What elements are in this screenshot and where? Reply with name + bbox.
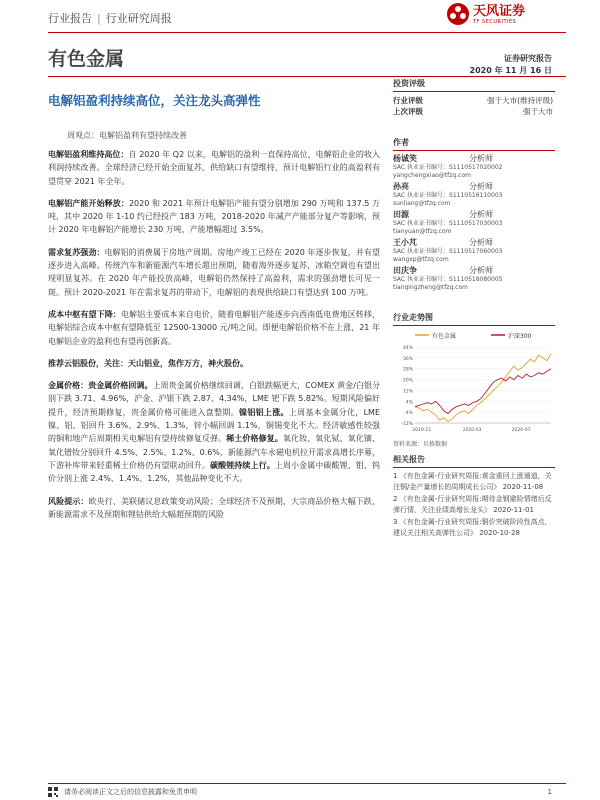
paragraph-2 (48, 197, 380, 237)
brand-name-cn: 天风证券 (473, 3, 526, 19)
paragraph-lead: 电解铝产能开始释放： (48, 198, 129, 208)
paragraph-lead: 金属价格：贵金属价格回调。 (48, 381, 153, 391)
section-rule (393, 91, 555, 92)
related-text: 《有色金属-行业研究周报:黄金重回上涨通道，关注铜/金产量增长的周期成长公司》 2020-11-08 (393, 472, 552, 491)
author-entry (393, 210, 555, 236)
authors-title: 作者 (393, 138, 409, 147)
rating-value: 强于大市 (523, 107, 553, 116)
paragraph-text: 2020 和 2021 年预计电解铝产能有望分别增加 290 万吨和 137.5 万吨，其中 2020 年 1-10 约已经投产 183 万吨，2018-2020 年减产产能部分复产等影响，预计 2020 年电解铝产能增长 230 万吨，产能增幅超过 3.5%。 (48, 198, 380, 235)
rating-label: 行业评级 (393, 96, 423, 105)
paragraph-text: 上周小金属中碳酸锂、钼、钨价分别上涨 2.4%、1.4%、1.2%，其他品种变化不大。 (48, 460, 381, 484)
author-name: 孙亮 (393, 182, 409, 191)
page-number: 1 (547, 788, 552, 796)
paragraph-5 (48, 357, 380, 370)
chart-legend (415, 332, 532, 340)
author-sac: SAC 执业证书编号：S1110517060003 (393, 248, 503, 255)
author-entry (393, 238, 555, 264)
report-date: 2020 年 11 月 16 日 (469, 66, 552, 75)
rating-label: 上次评级 (393, 107, 423, 116)
headline: 电解铝盈利持续高位，关注龙头高弹性 (48, 93, 261, 108)
paragraph-text: 自 2020 年 Q2 以来，电解铝的盈利一直保持高位，电解铝企业的收入利润持续改善。全球经济已经开始全面复苏，供给缺口有望维持，预计电解铝行业的高盈利有望贯穿 2021 年全年。 (48, 150, 381, 186)
subcategory-label: 行业研究周报 (105, 12, 172, 25)
paragraph-6 (48, 379, 380, 485)
author-sac: SAC 执业证书编号：S1110517030003 (393, 220, 503, 227)
disclaimer: 请务必阅读正文之后的信息披露和免责申明 (64, 788, 197, 796)
author-role: 分析师 (469, 238, 493, 247)
author-name: 杨诚笑 (393, 154, 417, 163)
series-line-csi300 (415, 369, 551, 414)
brand-logo-icon (446, 2, 470, 26)
x-tick-label: 2020-03 (462, 428, 482, 433)
related-report-item[interactable] (393, 517, 555, 538)
paragraph-lead: 需求复苏强劲： (48, 247, 105, 257)
paragraph-text: 电解铝的消费属于房地产周期。房地产竣工已经在 2020 年逐步恢复，并有望逐步进入高峰。传统汽车和新能源汽车增长超出预期，随着海外逐步复苏，冰箱空调也有望出现明显复苏。在 2020 年产能投放高峰，电解铝仍然保持了高盈利，需求的强劲增长可见一斑。预计 2020-2021 年在需求复苏的带动下，电解铝的表现供给缺口有望达到 100 万吨。 (48, 247, 381, 297)
author-role: 分析师 (469, 182, 493, 191)
related-text: 《有色金属-行业研究周报:期待金钢避险情绪后反弹行情，关注业绩高增长龙头》 2020-11-01 (393, 495, 552, 514)
author-name: 田庆争 (393, 266, 417, 275)
related-no: 2 (393, 495, 398, 503)
series-line-nonferrous (415, 354, 551, 422)
rating-title: 投资评级 (393, 79, 425, 88)
related-title: 相关报告 (393, 455, 425, 464)
author-email[interactable]: tianqingzheng@tfzq.com (393, 284, 468, 291)
main-body (48, 148, 380, 530)
author-entry (393, 154, 555, 180)
paragraph-1 (48, 148, 380, 188)
section-rule (393, 150, 555, 151)
related-no: 3 (393, 518, 398, 526)
category-label: 行业报告 (48, 12, 92, 25)
brand-name-en: TF SECURITIES (473, 18, 517, 25)
paragraph-lead: 风险提示： (48, 496, 89, 506)
author-sac: SAC 执业证书编号：S1110518080005 (393, 276, 503, 283)
trend-title: 行业走势图 (393, 313, 433, 322)
section-rule (393, 325, 555, 326)
y-tick-label: 4% (405, 400, 413, 406)
title-rule (48, 76, 566, 77)
y-tick-label: 44% (402, 346, 413, 351)
author-email[interactable]: sunliang@tfzq.com (393, 200, 451, 207)
footer (48, 787, 552, 797)
paragraph-lead: 成本中枢有望下降： (48, 309, 121, 319)
y-tick-label: 36% (402, 356, 413, 362)
author-entry (393, 182, 555, 208)
author-entry (393, 266, 555, 292)
related-reports (393, 471, 555, 538)
y-tick-label: 28% (402, 367, 413, 373)
footer-rule (48, 783, 566, 784)
rating-row (393, 106, 555, 117)
qr-code-icon (48, 787, 58, 797)
paragraph-3 (48, 246, 380, 299)
x-tick-label: 2019-11 (412, 428, 432, 433)
rating-row (393, 95, 555, 106)
paragraph-text: 上周贵金属价格继续回调，白银跌幅更大，COMEX 黄金/白银分别下跌 3.71、4.96%，沪金、沪银下跌 2.87、4.34%，LME 钯下跌 5.82%。短期风险偏好提升，经济预期修复，贵金属价格可能进入盘整期。 (48, 381, 381, 417)
author-sac: SAC 执业证书编号：S1110517020002 (393, 164, 503, 171)
paragraph-lead: 电解铝盈利维持高位： (48, 150, 129, 159)
paragraph-lead: 碳酸锂持续上行。 (210, 460, 275, 470)
paragraph-text: 上周基本金属分化，LME 镍、铝、铝回升 3.6%、2.9%、1.3%，锌小幅回调 1.1%，铜锡变化不大。经济敏感性较强的铜和地产后周期相关电解铝有望持续修复反弹。 (48, 407, 380, 444)
x-tick-label: 2020-07 (511, 428, 531, 433)
paragraph-4 (48, 308, 380, 348)
legend-label-nonferrous: 有色金属 (432, 333, 457, 340)
related-text: 《有色金属-行业研究周报:铜价突破阶段性高点，建议关注相关高弹性公司》 2020-10-28 (393, 518, 552, 537)
header-rule (48, 32, 566, 33)
author-role: 分析师 (469, 154, 493, 163)
y-tick-label: -12% (401, 422, 413, 427)
industry-trend-chart (393, 329, 555, 437)
author-sac: SAC 执业证书编号：S1110516110003 (393, 192, 503, 199)
legend-label-csi300: 沪深300 (508, 333, 532, 340)
sidebar (393, 78, 555, 540)
author-name: 田源 (393, 210, 409, 219)
y-tick-label: -4% (404, 411, 413, 417)
related-no: 1 (393, 472, 398, 480)
related-report-item[interactable] (393, 494, 555, 515)
paragraph-lead: 推荐云铝股份，关注：天山铝业，焦作万方，神火股份。 (48, 358, 248, 368)
brand-logo (446, 2, 525, 26)
page-title: 有色金属 (48, 48, 125, 70)
paragraph-text: 氧化钕、氧化铽、氧化镝、氧化镨钕分别回升 4.5%、2.5%、1.2%、0.6%，新能源汽车永磁电机拉开需求高增长序幕，下游补库带来轻重稀土价格仍有望联动回升。 (48, 434, 381, 470)
report-type: 证券研究报告 (504, 54, 552, 63)
y-tick-label: 12% (402, 389, 413, 395)
related-report-item[interactable] (393, 471, 555, 492)
divider: | (97, 12, 101, 25)
author-name: 王小芃 (393, 238, 417, 247)
paragraph-lead: 稀土价格修复。 (226, 434, 283, 444)
author-email[interactable]: wangxp@tfzq.com (393, 256, 449, 263)
y-tick-label: 20% (402, 378, 413, 384)
header-category (48, 10, 172, 26)
trend-chart-svg (393, 329, 555, 437)
paragraph-lead: 镍铝铝上涨。 (239, 407, 289, 417)
section-rule (393, 467, 555, 468)
paragraph-7 (48, 495, 380, 522)
author-role: 分析师 (469, 210, 493, 219)
rating-value: 强于大市(维持评级) (487, 96, 553, 105)
author-email[interactable]: yangchengxiao@tfzq.com (393, 172, 471, 179)
author-role: 分析师 (469, 266, 493, 275)
paragraph-text: 欧央行、美联储议息政策变动风险；全球经济不及预期，大宗商品价格大幅下跌、新能源需求不及预期和锂钴供给大幅超预期的风险 (48, 496, 380, 519)
chart-source: 资料来源：贝格数据 (393, 441, 448, 448)
paragraph-text: 电解铝主要成本来自电价，随着电解铝产能逐步向西南低电费地区转移，电解铝综合成本中枢有望降低至 12500-13000 元/吨之间。即便电解铝价格不在上涨，21 年电解铝企业的盈利也有望再创新高。 (48, 309, 381, 346)
summary-line: 周观点：电解铝盈利有望持续改善 (67, 131, 187, 140)
author-email[interactable]: tianyuan@tfzq.com (393, 228, 452, 235)
